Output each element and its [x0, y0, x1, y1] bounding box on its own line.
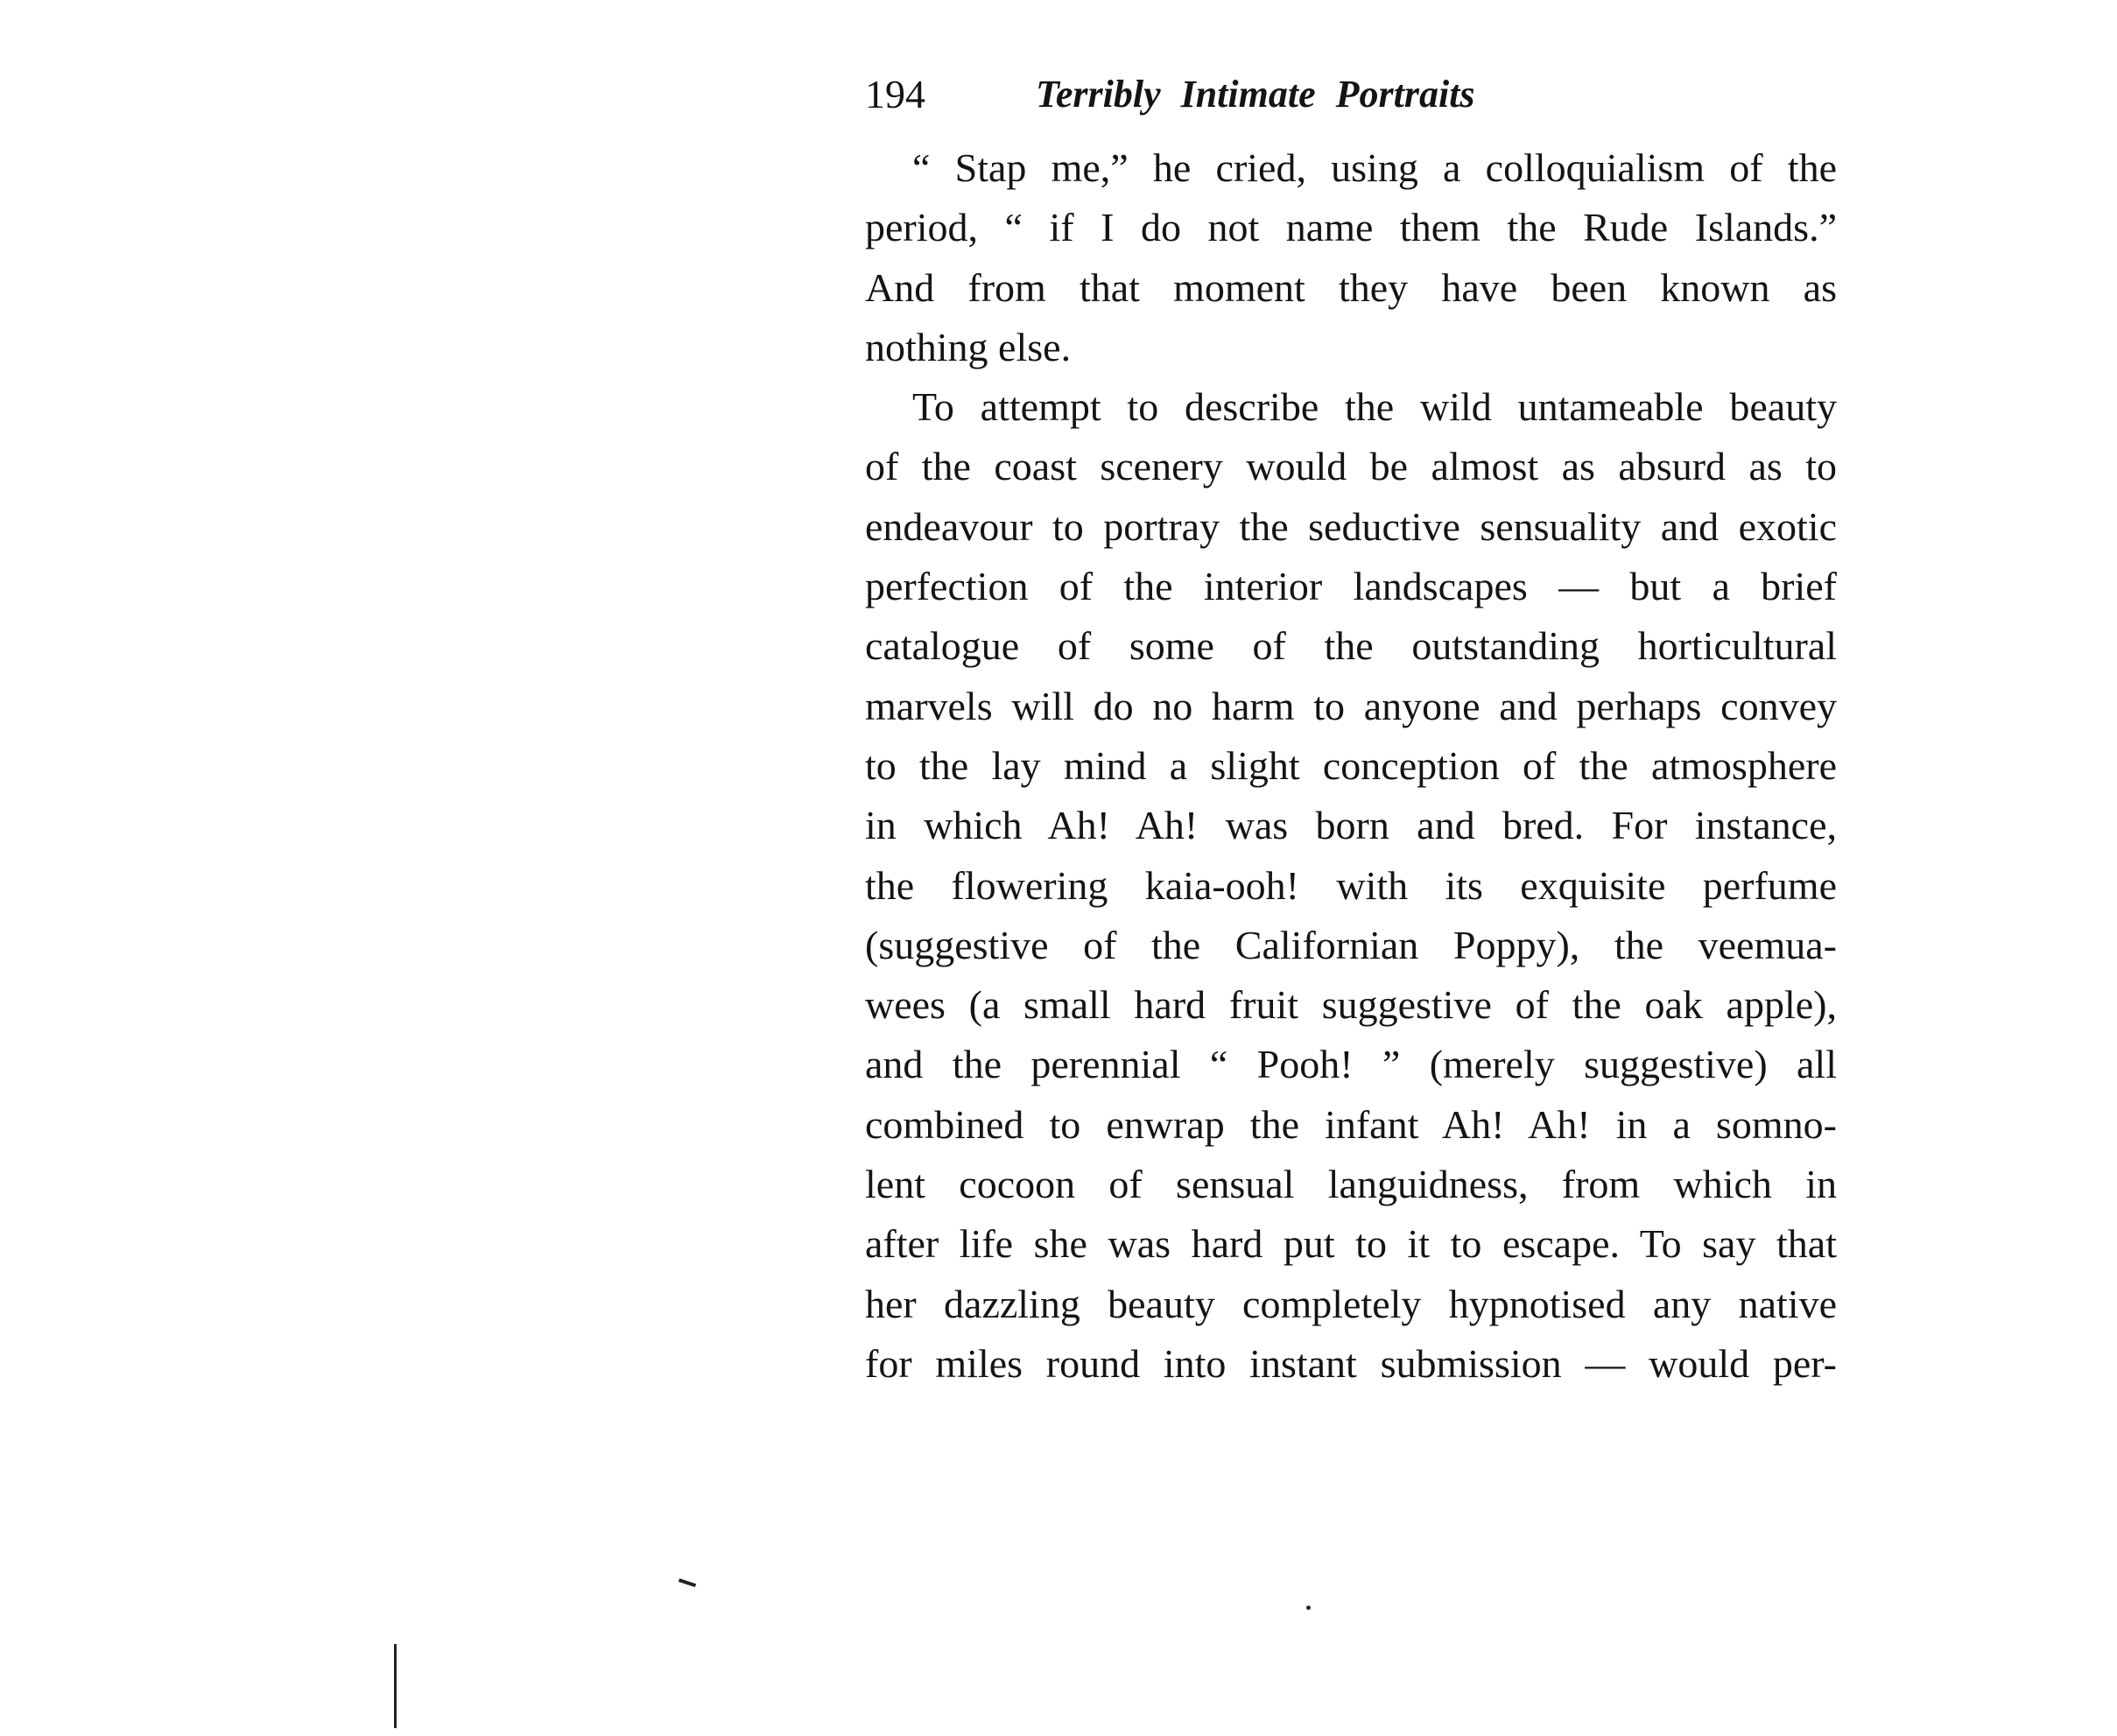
text-line: the flowering kaia-ooh! with its exquisite perfume [865, 862, 1837, 908]
text-line: to the lay mind a slight conception of the atmosphere [865, 742, 1837, 788]
text-line: for miles round into instant submission — would per- [865, 1340, 1837, 1386]
running-head [865, 68, 1837, 121]
text-line: wees (a small hard fruit suggestive of the oak apple), [865, 982, 1837, 1028]
text-line: period, “ if I do not name them the Rude Islands.” [865, 205, 1837, 250]
running-title: Terribly Intimate Portraits [1036, 73, 1475, 116]
body-text [865, 138, 1837, 1394]
text-line: catalogue of some of the outstanding horticultural [865, 623, 1837, 669]
text-line: in which Ah! Ah! was born and bred. For instance, [865, 803, 1837, 848]
text-line: “ Stap me,” he cried, using a colloquialism of the [912, 145, 1837, 190]
text-line: (suggestive of the Californian Poppy), the veemua- [865, 922, 1837, 967]
scan-mark [679, 1578, 696, 1587]
scan-speck [1306, 1606, 1311, 1610]
text-line: endeavour to portray the seductive sensuality and exotic [865, 503, 1837, 549]
text-line: lent cocoon of sensual languidness, from which in [865, 1162, 1837, 1207]
text-line: combined to enwrap the infant Ah! Ah! in a somno- [865, 1101, 1837, 1147]
text-line: perfection of the interior landscapes — but a brief [865, 564, 1837, 609]
text-line: her dazzling beauty completely hypnotised any native [865, 1281, 1837, 1326]
text-line: And from that moment they have been known as [865, 264, 1837, 310]
page-number: 194 [865, 72, 925, 116]
text-line: and the perennial “ Pooh! ” (merely suggestive) all [865, 1042, 1837, 1087]
text-line: of the coast scenery would be almost as absurd as to [865, 444, 1837, 489]
text-line: nothing else. [865, 324, 1072, 369]
text-line: marvels will do no harm to anyone and perhaps convey [865, 683, 1837, 728]
text-line: after life she was hard put to it to escape. To say that [865, 1221, 1837, 1267]
text-line: To attempt to describe the wild untameable beauty [912, 384, 1837, 430]
page-edge-line [394, 1644, 397, 1728]
